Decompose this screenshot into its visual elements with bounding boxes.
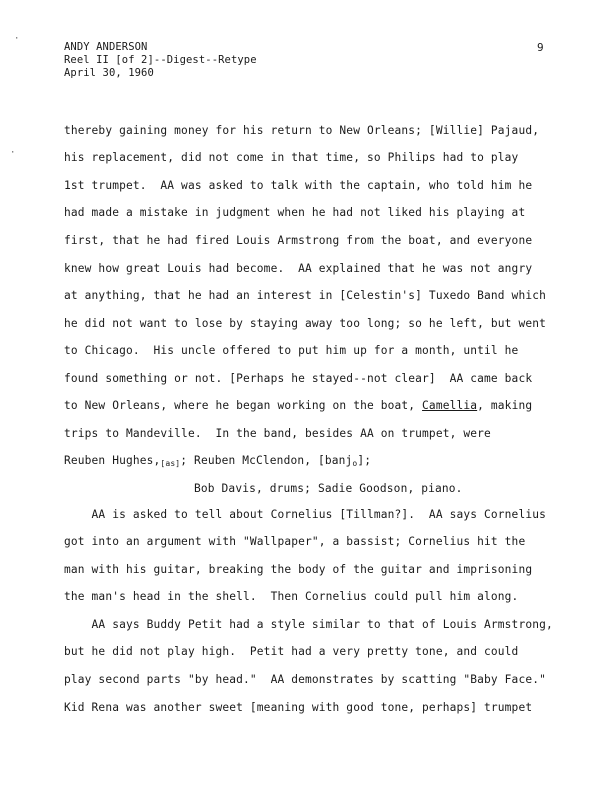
text-segment: ]; [357,454,372,467]
text-segment: ; Reuben McClendon, [banj [180,454,353,467]
inserted-note: o [352,459,358,468]
text-line: first, that he had fired Louis Armstrong from the boat, and everyone [64,234,533,247]
text-line [64,398,532,413]
text-line: play second parts "by head." AA demonstrates by scatting "Baby Face." [64,673,546,686]
text-segment: to New Orleans, where he began working on the boat, [64,399,423,412]
text-line: knew how great Louis had become. AA explained that he was not angry [64,262,533,275]
interviewee-name: ANDY ANDERSON [64,41,148,53]
text-line: the man's head in the shell. Then Cornelius could pull him along. [64,590,519,603]
reel-info: Reel II [of 2]--Digest--Retype [64,54,257,66]
margin-mark: · [10,148,16,158]
inserted-note: [as] [160,459,181,468]
text-line: had made a mistake in judgment when he had not liked his playing at [64,206,526,219]
margin-mark: · [14,34,20,44]
text-line: AA is asked to tell about Cornelius [Tillman?]. AA says Cornelius [64,508,546,521]
text-line: 1st trumpet. AA was asked to talk with the captain, who told him he [64,179,533,192]
text-line [64,453,371,469]
text-line: at anything, that he had an interest in [Celestin's] Tuxedo Band which [64,289,546,302]
text-line: Bob Davis, drums; Sadie Goodson, piano. [194,482,463,495]
text-segment: , making [477,399,533,412]
text-line: got into an argument with "Wallpaper", a bassist; Cornelius hit the [64,535,526,548]
text-line: trips to Mandeville. In the band, besides AA on trumpet, were [64,427,491,440]
text-line: his replacement, did not come in that time, so Philips had to play [64,151,519,164]
text-line: but he did not play high. Petit had a very pretty tone, and could [64,645,519,658]
text-line: man with his guitar, breaking the body of the guitar and imprisoning [64,563,533,576]
text-line: found something or not. [Perhaps he stayed--not clear] AA came back [64,372,533,385]
text-line: to Chicago. His uncle offered to put him up for a month, until he [64,344,519,357]
boat-name-underlined: Camellia [422,399,478,412]
text-line: Kid Rena was another sweet [meaning with good tone, perhaps] trumpet [64,701,533,714]
text-line: AA says Buddy Petit had a style similar to that of Louis Armstrong, [64,618,553,631]
interview-date: April 30, 1960 [64,67,154,79]
text-segment: Reuben Hughes, [64,454,161,467]
page-number: 9 [537,41,544,54]
text-line: thereby gaining money for his return to New Orleans; [Willie] Pajaud, [64,124,540,137]
text-line: he did not want to lose by staying away too long; so he left, but went [64,317,546,330]
